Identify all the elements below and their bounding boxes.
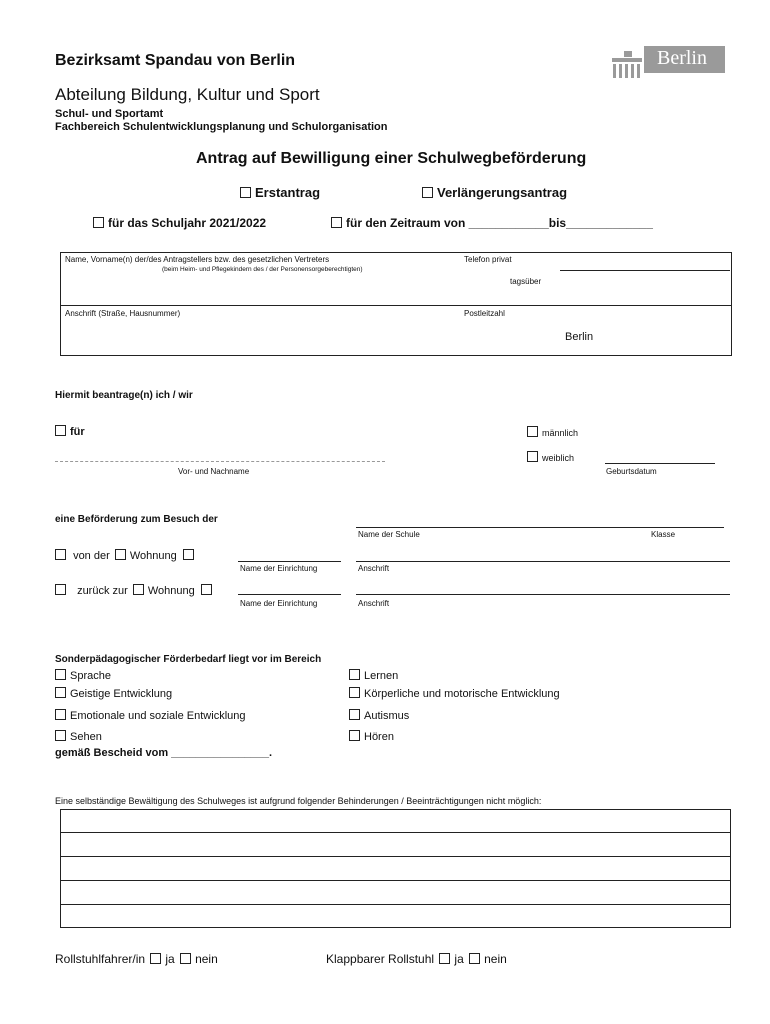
class-label: Klasse <box>651 530 676 539</box>
impairments-table <box>60 809 731 928</box>
birthdate-label: Geburtsdatum <box>606 467 657 476</box>
form-title: Antrag auf Bewilligung einer Schulwegbeförderung <box>196 150 587 167</box>
phone-private-line[interactable] <box>560 270 730 271</box>
checkbox-icon[interactable] <box>201 584 212 595</box>
child-name-line[interactable] <box>55 461 385 462</box>
address-label: Anschrift (Straße, Hausnummer) <box>65 309 181 318</box>
checkbox-icon[interactable] <box>133 584 144 595</box>
child-name-label: Vor- und Nachname <box>178 467 250 476</box>
applicant-box <box>60 252 732 356</box>
option-school-year[interactable]: für das Schuljahr 2021/2022 <box>93 216 266 230</box>
address-label-1: Anschrift <box>358 564 390 573</box>
city-text: Berlin <box>565 331 594 343</box>
option-female[interactable]: weiblich <box>527 451 574 463</box>
checkbox-icon[interactable] <box>469 953 480 964</box>
logo-wordmark: Berlin <box>657 47 707 69</box>
special-needs-heading: Sonderpädagogischer Förderbedarf liegt vor im Bereich <box>55 654 322 665</box>
need-learning[interactable]: Lernen <box>349 669 398 682</box>
row-from: von der Wohnung <box>55 549 198 562</box>
checkbox-icon[interactable] <box>349 730 360 741</box>
option-extension[interactable]: Verlängerungsantrag <box>422 185 567 200</box>
school-name-line[interactable] <box>356 527 724 528</box>
transport-heading: eine Beförderung zum Besuch der <box>55 514 218 525</box>
school-name-label: Name der Schule <box>358 530 420 539</box>
office-name: Bezirksamt Spandau von Berlin <box>55 52 296 69</box>
facility-label-2: Name der Einrichtung <box>240 599 318 608</box>
checkbox-icon[interactable] <box>240 187 251 198</box>
option-male[interactable]: männlich <box>527 426 578 438</box>
postcode-label: Postleitzahl <box>464 309 505 318</box>
division-name: Fachbereich Schulentwicklungsplanung und Schulorganisation <box>55 121 388 133</box>
applicant-name-label: Name, Vorname(n) der/des Antragstellers bzw. des gesetzlichen Vertreters <box>65 255 330 264</box>
checkbox-icon[interactable] <box>349 709 360 720</box>
foldable-wheelchair-row: Klappbarer Rollstuhl ja nein <box>326 952 507 966</box>
impairments-row-line[interactable] <box>60 904 731 905</box>
option-first-application[interactable]: Erstantrag <box>240 185 320 200</box>
need-physical[interactable]: Körperliche und motorische Entwicklung <box>349 687 560 700</box>
birthdate-line[interactable] <box>605 463 715 464</box>
checkbox-icon[interactable] <box>183 549 194 560</box>
checkbox-icon[interactable] <box>55 584 66 595</box>
sub-office-name: Schul- und Sportamt <box>55 108 164 120</box>
checkbox-icon[interactable] <box>93 217 104 228</box>
impairments-label: Eine selbständige Bewältigung des Schulweges ist aufgrund folgender Behinderungen / Beeinträchtigungen nicht möglich: <box>55 796 542 806</box>
need-autism[interactable]: Autismus <box>349 709 409 722</box>
facility-line-2[interactable] <box>238 594 341 595</box>
berlin-logo <box>610 46 726 80</box>
checkbox-icon[interactable] <box>349 687 360 698</box>
checkbox-icon[interactable] <box>55 709 66 720</box>
applicant-name-note: (beim Heim- und Pflegekindern des / der Personensorgeberechtigten) <box>162 266 363 273</box>
need-speech[interactable]: Sprache <box>55 669 111 682</box>
checkbox-icon[interactable] <box>422 187 433 198</box>
request-heading: Hiermit beantrage(n) ich / wir <box>55 390 193 401</box>
checkbox-icon[interactable] <box>180 953 191 964</box>
checkbox-icon[interactable] <box>527 426 538 437</box>
checkbox-icon[interactable] <box>150 953 161 964</box>
impairments-row-line[interactable] <box>60 832 731 833</box>
checkbox-icon[interactable] <box>527 451 538 462</box>
impairments-row-line[interactable] <box>60 880 731 881</box>
phone-private-label: Telefon privat <box>464 255 512 264</box>
wheelchair-user-row: Rollstuhlfahrer/in ja nein <box>55 952 218 966</box>
decision-date: gemäß Bescheid vom ________________. <box>55 747 273 759</box>
checkbox-icon[interactable] <box>55 425 66 436</box>
checkbox-icon[interactable] <box>55 687 66 698</box>
address-line-1[interactable] <box>356 561 730 562</box>
option-period[interactable]: für den Zeitraum von ____________bis_____________ <box>331 216 653 230</box>
checkbox-icon[interactable] <box>439 953 450 964</box>
facility-line-1[interactable] <box>238 561 341 562</box>
phone-day-label: tagsüber <box>510 277 542 286</box>
checkbox-icon[interactable] <box>55 549 66 560</box>
option-for[interactable]: für <box>55 425 85 438</box>
need-emotional[interactable]: Emotionale und soziale Entwicklung <box>55 709 246 722</box>
need-vision[interactable]: Sehen <box>55 730 102 743</box>
facility-label-1: Name der Einrichtung <box>240 564 318 573</box>
address-label-2: Anschrift <box>358 599 390 608</box>
checkbox-icon[interactable] <box>349 669 360 680</box>
row-return: zurück zur Wohnung <box>55 584 216 597</box>
need-hearing[interactable]: Hören <box>349 730 394 743</box>
address-line-2[interactable] <box>356 594 730 595</box>
need-mental[interactable]: Geistige Entwicklung <box>55 687 172 700</box>
checkbox-icon[interactable] <box>55 669 66 680</box>
checkbox-icon[interactable] <box>55 730 66 741</box>
divider <box>60 305 732 306</box>
checkbox-icon[interactable] <box>115 549 126 560</box>
checkbox-icon[interactable] <box>331 217 342 228</box>
impairments-row-line[interactable] <box>60 856 731 857</box>
department-name: Abteilung Bildung, Kultur und Sport <box>55 85 320 104</box>
